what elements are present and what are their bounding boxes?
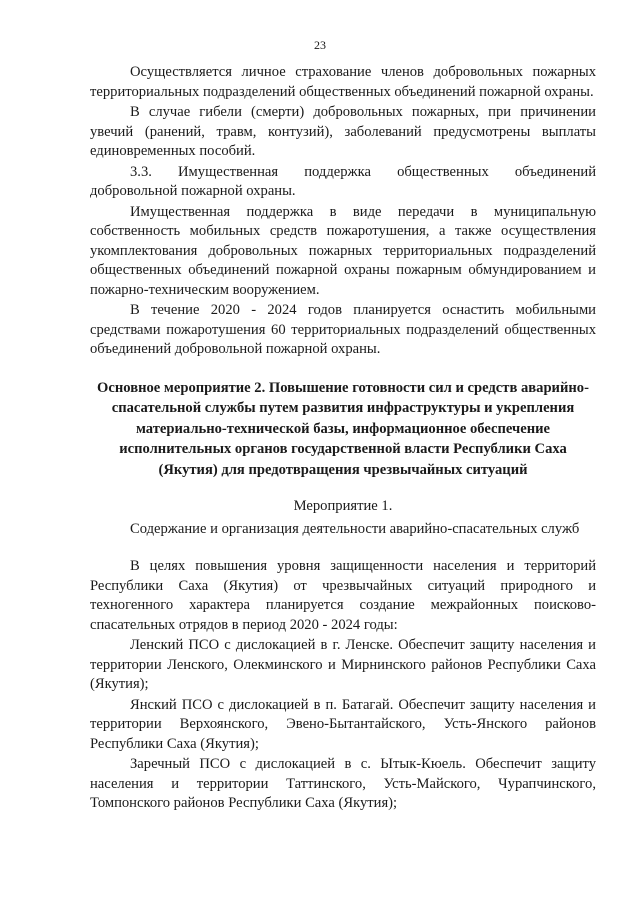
page-number: 23: [314, 38, 326, 52]
section-heading: Основное мероприятие 2. Повышение готовности сил и средств аварийно-спасательной службы путем развития инфраструктуры и укрепления материально-технической базы, информационное обеспечение исполнительных органов государственной власти Республики Саха (Якутия) для предотвращения чрезвычайных ситуаций: [97, 379, 589, 478]
document-body: [90, 63, 596, 814]
paragraph-property-support: Имущественная поддержка в виде передачи в муниципальную собственность мобильных средств пожаротушения, а также осуществления укомплектования добровольных пожарных территориальных подразделений общественных объединений пожарной охраны пожарным обмундированием и пожарно-техническим вооружением.: [90, 203, 596, 298]
paragraph-equipment-plan: В течение 2020 - 2024 годов планируется оснастить мобильными средствами пожаротушения 60 территориальных подразделений общественных объединений добровольной пожарной охраны.: [90, 302, 596, 357]
paragraph-rescue-units-intro: В целях повышения уровня защищенности населения и территорий Республики Саха (Якутия) от чрезвычайных ситуаций природного и техногенного характера планируется создание межрайонных поисково-спасательных отрядов в период 2020 - 2024 годы:: [90, 558, 596, 633]
paragraph-zarechny-pso: Заречный ПСО с дислокацией в с. Ытык-Кюель. Обеспечит защиту населения и территории Таттинского, Усть-Майского, Чурапчинского, Томпонского районов Республики Саха (Якутия);: [90, 756, 596, 811]
paragraph-insurance: Осуществляется личное страхование членов добровольных пожарных территориальных подразделений общественных объединений пожарной охраны.: [90, 64, 596, 100]
paragraph-lensky-pso: Ленский ПСО с дислокацией в г. Ленске. Обеспечит защиту населения и территории Ленского, Олекминского и Мирнинского районов Республики Саха (Якутия);: [90, 637, 596, 692]
measure-title: Мероприятие 1.: [293, 498, 393, 514]
measure-caption: Содержание и организация деятельности аварийно-спасательных служб: [130, 520, 580, 537]
paragraph-section-3-3: 3.3. Имущественная поддержка общественных объединений добровольной пожарной охраны.: [90, 163, 596, 199]
paragraph-death-benefits: В случае гибели (смерти) добровольных пожарных, при причинении увечий (ранений, травм, контузий), заболеваний предусмотрены выплаты единовременных пособий.: [90, 104, 596, 159]
paragraph-yansky-pso: Янский ПСО с дислокацией в п. Батагай. Обеспечит защиту населения и территории Верхоянского, Эвено-Бытантайского, Усть-Янского районов Республики Саха (Якутия);: [90, 696, 596, 752]
